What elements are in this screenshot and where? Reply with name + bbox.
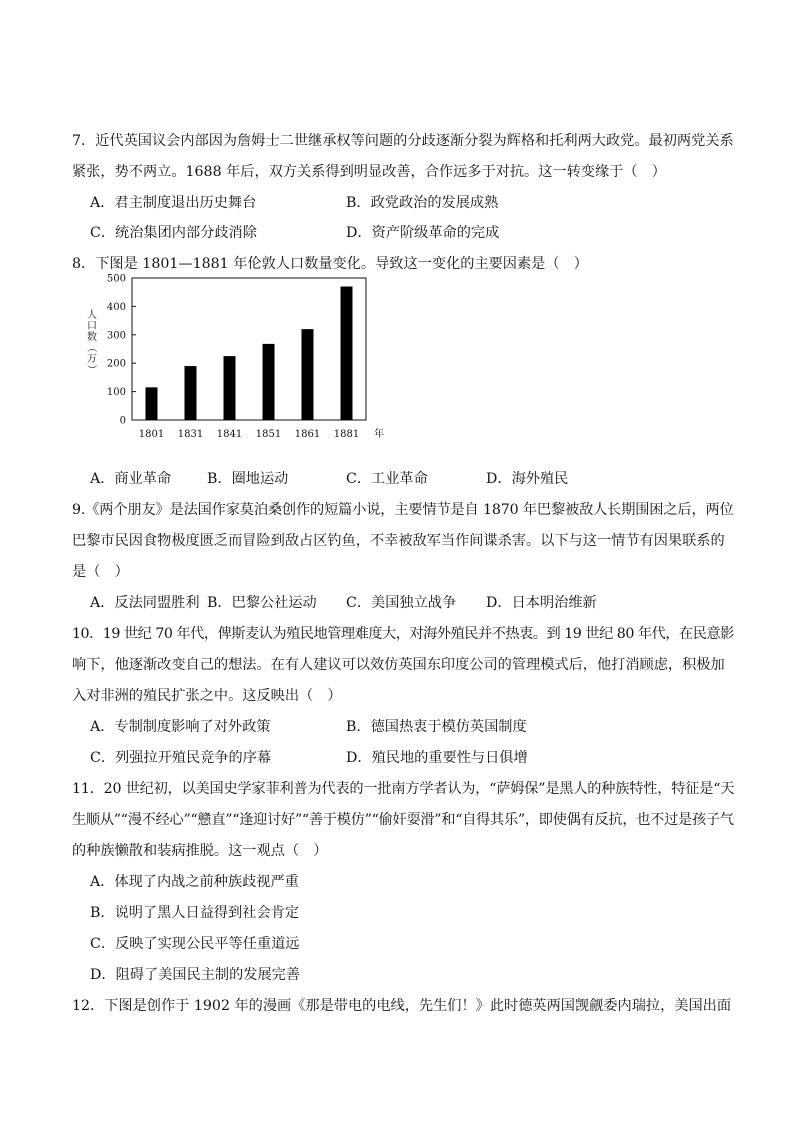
x-axis-ticks [139,429,359,440]
bar-1841 [224,356,236,420]
q9-option-a: A．反法同盟胜利 [90,595,200,611]
q9-stem-line-2: 巴黎市民因食物极度匮乏而冒险到敌占区钓鱼，不幸被敌军当作间谍杀害。以下与这一情节有因果联系的 [72,533,725,549]
q9-option-d: D．日本明治维新 [486,595,597,611]
y-axis-label-char: 口 [87,321,97,332]
y-axis-label [86,308,98,375]
y-axis-label-char: 数 [87,332,97,343]
y-axis-label-char: （ [85,342,97,353]
q10-option-c: C．列强拉开殖民竞争的序幕 [90,750,272,766]
q11-option-a: A．体现了内战之前种族歧视严重 [90,874,299,890]
q9-stem-line-1: 9.《两个朋友》是法国作家莫泊桑创作的短篇小说，主要情节是自 1870 年巴黎被敌人长期围困之后，两位 [72,502,734,518]
x-tick-label: 1881 [333,429,360,440]
q7-option-b: B．政党政治的发展成熟 [346,195,499,211]
q10-stem-line-2: 响下，他逐渐改变自己的想法。在有人建议可以效仿英国东印度公司的管理模式后，他打消顾虑，积极加 [72,657,725,673]
bar-1881 [341,287,353,420]
q7-option-a: A．君主制度退出历史舞台 [90,195,257,211]
q10-option-a: A．专制制度影响了对外政策 [90,719,271,735]
q7-option-c: C．统治集团内部分歧消除 [90,225,257,241]
q8-stem: 8．下图是 1801—1881 年伦敦人口数量变化。导致这一变化的主要因素是（ ） [72,256,588,272]
q11-option-b: B．说明了黑人日益得到社会肯定 [90,905,300,921]
x-tick-label: 1841 [216,429,243,440]
bar-1831 [185,366,197,420]
y-tick-label: 400 [106,301,126,313]
y-axis-label-char: 人 [87,310,97,321]
q11-stem-line-3: 的种族懒散和装病推脱。这一观点（ ） [72,843,328,859]
q9-option-b: B．巴黎公社运动 [207,595,317,611]
x-tick-label: 1801 [138,429,165,440]
q10-stem-line-3: 入对非洲的殖民扩张之中。这反映出（ ） [72,688,342,704]
plot-frame [132,278,366,420]
q10-option-d: D．殖民地的重要性与日俱增 [346,750,528,766]
q9-stem-line-3: 是（ ） [72,564,129,580]
y-axis-label-char: ） [85,364,97,375]
bar-1801 [146,387,158,420]
x-tick-label: 1831 [177,429,204,440]
q8-option-a: A．商业革命 [90,471,172,487]
q8-option-d: D．海外殖民 [486,471,569,487]
q11-stem-line-1: 11．20 世纪初，以美国史学家菲利普为代表的一批南方学者认为，“萨姆保”是黑人的种族特性，特征是“天 [72,781,735,797]
q10-stem-line-1: 10．19 世纪 70 年代，俾斯麦认为殖民地管理难度大，对海外殖民并不热衷。到 19 世纪 80 年代，在民意影 [72,626,734,642]
q12-stem: 12．下图是创作于 1902 年的漫画《那是带电的电线，先生们！》此时德英两国觊觎委内瑞拉，美国出面 [72,998,732,1014]
q9-option-c: C．美国独立战争 [346,595,457,611]
bar-1851 [263,344,275,420]
bars [146,287,353,420]
bar-1861 [302,329,314,420]
y-tick-label: 100 [106,387,126,399]
q8-option-b: B．圈地运动 [207,471,289,487]
y-tick-label: 0 [119,415,126,427]
x-tick-label: 1851 [255,429,282,440]
q7-stem-line-1: 7．近代英国议会内部因为詹姆士二世继承权等问题的分歧逐渐分裂为辉格和托利两大政党。最初两党关系 [72,133,734,149]
y-tick-label: 200 [106,358,126,370]
y-tick-label: 500 [106,273,126,285]
q11-option-d: D．阻碍了美国民主制的发展完善 [90,967,301,983]
q7-option-d: D．资产阶级革命的完成 [346,225,500,241]
x-tick-label: 1861 [294,429,321,440]
q10-option-b: B．德国热衷于模仿英国制度 [346,719,527,735]
y-axis-label-char: 万 [87,354,97,365]
q11-stem-line-2: 生顺从”“漫不经心”“戆直”“逢迎讨好”“善于模仿”“偷奸耍滑”和“自得其乐”，即使偶有反抗，也不过是孩子气 [72,812,734,828]
y-tick-label: 300 [106,330,126,342]
x-axis-label: 年 [374,429,384,440]
q11-option-c: C．反映了实现公民平等任重道远 [90,936,300,952]
population-bar-chart [82,262,402,448]
q7-stem-line-2: 紧张，势不两立。1688 年后，双方关系得到明显改善，合作远多于对抗。这一转变缘于（ ） [72,164,666,180]
q8-option-c: C．工业革命 [346,471,428,487]
